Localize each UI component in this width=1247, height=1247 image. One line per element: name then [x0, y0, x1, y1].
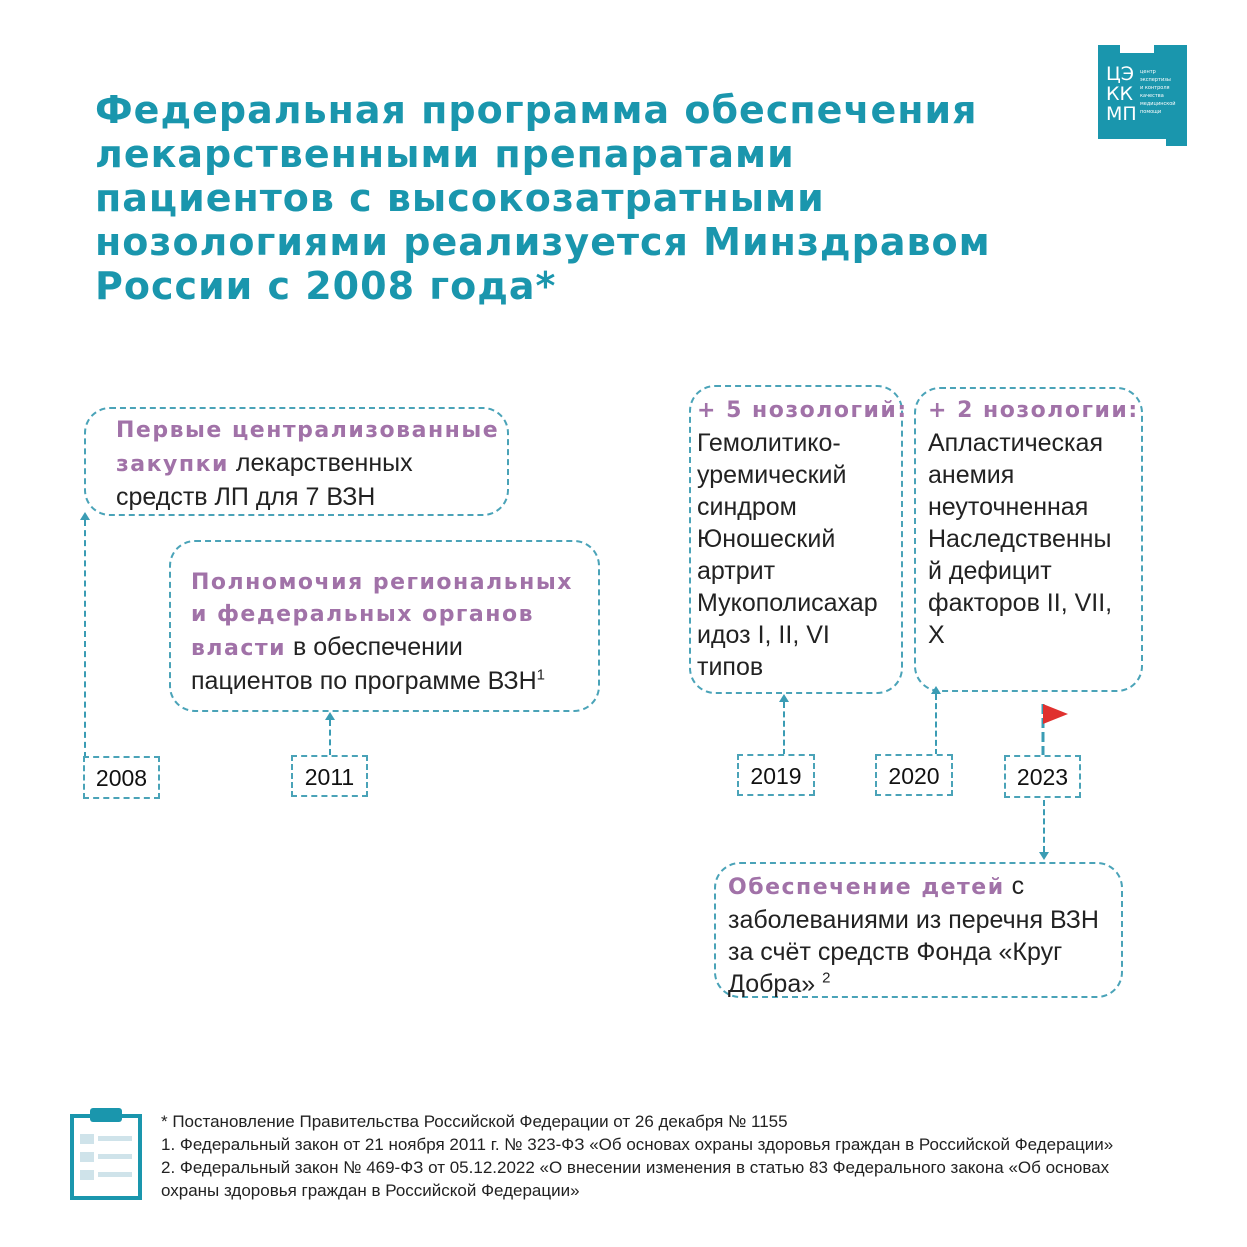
connector-line — [84, 520, 86, 758]
year-label: 2008 — [83, 756, 160, 799]
flag-icon — [1038, 702, 1070, 761]
year-label: 2023 — [1004, 755, 1081, 798]
event-text: в обеспечении — [286, 633, 463, 661]
logo-subtitle: помощи — [1140, 109, 1162, 115]
event-text: Гемолитико- — [697, 429, 841, 457]
title-line: лекарственными препаратами — [95, 132, 795, 176]
event-text: синдром — [697, 493, 797, 521]
event-highlight: + 5 нозологий: — [697, 398, 908, 423]
event-highlight: и федеральных органов — [191, 602, 535, 627]
year-label: 2011 — [291, 755, 368, 797]
logo-subtitle: медицинской — [1140, 101, 1176, 107]
event-highlight: власти — [191, 636, 287, 661]
event-text: типов — [697, 653, 764, 681]
title-line: России с 2008 года* — [95, 264, 557, 308]
event-text: й дефицит — [928, 557, 1052, 585]
connector-line — [329, 720, 331, 755]
event-text: средств ЛП для 7 ВЗН — [116, 483, 376, 511]
event-text: анемия — [928, 461, 1015, 489]
event-text: уремический — [697, 461, 847, 489]
arrow-up-icon — [779, 694, 789, 702]
event-highlight: закупки — [116, 452, 229, 477]
event-text: идоз I, II, VI — [697, 621, 830, 649]
event-box-2011 — [169, 540, 600, 712]
event-highlight: Обеспечение детей — [728, 875, 1005, 900]
logo-letters: МП — [1106, 103, 1137, 125]
arrow-down-icon — [1039, 852, 1049, 860]
event-highlight: Полномочия региональных — [191, 570, 573, 595]
footnote: охраны здоровья граждан в Российской Федерации» — [161, 1181, 580, 1200]
event-text: Добра» — [728, 970, 816, 998]
event-text: Наследственны — [928, 525, 1112, 553]
logo-subtitle: и контроля — [1140, 85, 1170, 91]
event-box-2008 — [84, 407, 509, 516]
event-text: лекарственных — [228, 449, 413, 477]
event-text: Апластическая — [928, 429, 1103, 457]
footnote-marker: 1 — [536, 666, 545, 684]
footnote: 1. Федеральный закон от 21 ноября 2011 г. № 323-ФЗ «Об основах охраны здоровья граждан в Российской Федерации» — [161, 1135, 1114, 1154]
event-text: артрит — [697, 557, 776, 585]
event-text: Мукополисахар — [697, 589, 878, 617]
logo-letters: КК — [1106, 83, 1133, 105]
logo-subtitle: качества — [1140, 93, 1164, 99]
arrow-up-icon — [80, 512, 90, 520]
event-box-2019 — [689, 385, 908, 694]
logo — [1098, 45, 1187, 146]
year-label: 2019 — [737, 754, 815, 796]
year-label: 2020 — [875, 754, 953, 796]
event-box-2023 — [714, 862, 1123, 998]
logo-subtitle: экспертизы — [1140, 77, 1171, 83]
event-text: X — [928, 621, 945, 649]
event-text: пациентов по программе ВЗН — [191, 667, 537, 695]
event-text: неуточненная — [928, 493, 1089, 521]
event-box-2020 — [914, 387, 1143, 692]
event-text: Юношеский — [697, 525, 836, 553]
event-highlight: Первые централизованные — [116, 418, 500, 443]
title-line: нозологиями реализуется Минздравом — [95, 220, 991, 264]
event-text: с — [1004, 872, 1025, 900]
connector-line — [1043, 800, 1045, 852]
event-text: заболеваниями из перечня ВЗН — [728, 906, 1099, 934]
footnote: 2. Федеральный закон № 469-ФЗ от 05.12.2022 «О внесении изменения в статью 83 Федерального закона «Об основах — [161, 1158, 1110, 1177]
arrow-up-icon — [931, 686, 941, 694]
arrow-up-icon — [325, 712, 335, 720]
footnote: * Постановление Правительства Российской Федерации от 26 декабря № 1155 — [161, 1112, 788, 1131]
title-line: пациентов с высокозатратными — [95, 176, 825, 220]
footnote-marker: 2 — [822, 969, 831, 987]
logo-subtitle: центр — [1140, 69, 1156, 75]
event-highlight: + 2 нозологии: — [928, 398, 1139, 423]
clipboard-icon — [70, 1106, 142, 1205]
page-title — [95, 88, 1055, 308]
event-text: факторов II, VII, — [928, 589, 1113, 617]
footnotes — [161, 1110, 1221, 1202]
event-text: за счёт средств Фонда «Круг — [728, 938, 1063, 966]
logo-letters: ЦЭ — [1106, 63, 1135, 85]
connector-line — [935, 694, 937, 755]
title-line: Федеральная программа обеспечения — [95, 88, 978, 132]
connector-line — [783, 702, 785, 755]
